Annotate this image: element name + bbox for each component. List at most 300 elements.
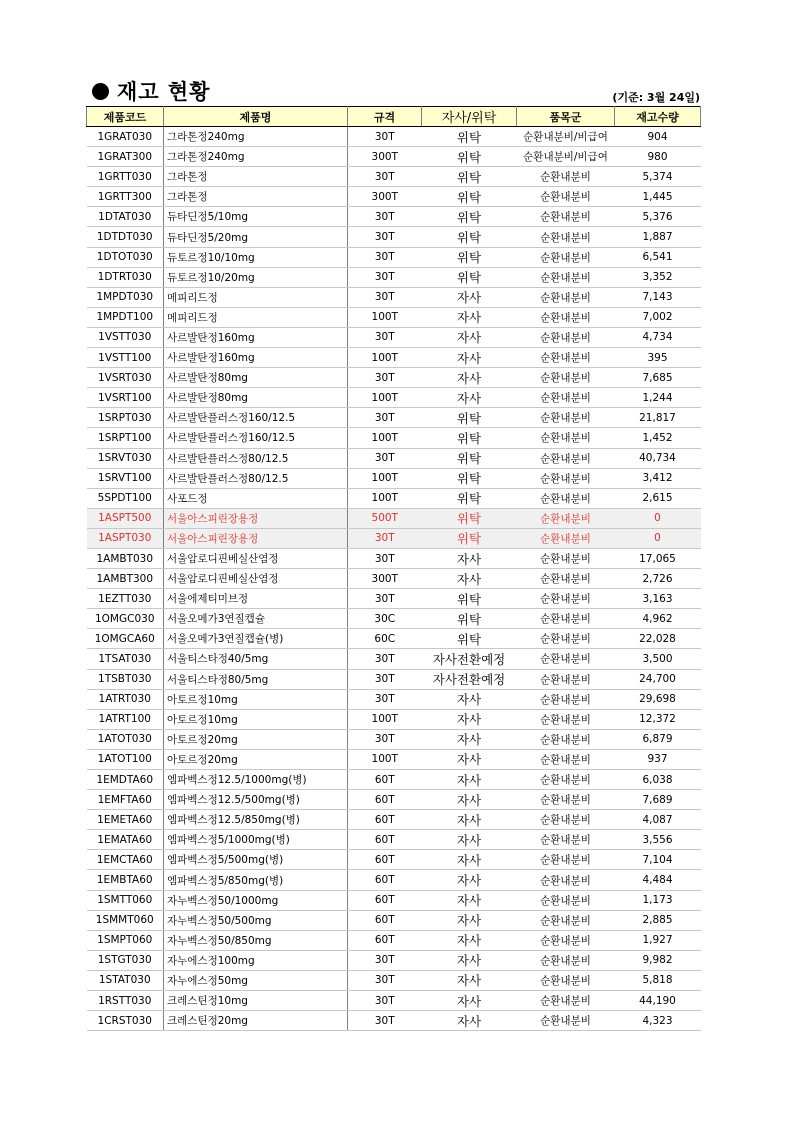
header-spec: 규격 xyxy=(348,107,422,127)
qty-cell: 1,887 xyxy=(615,227,701,247)
code-cell: 5SPDT100 xyxy=(87,488,164,508)
name-cell: 사르발탄정80mg xyxy=(164,368,348,388)
spec-cell: 30T xyxy=(348,589,422,609)
table-row xyxy=(87,830,701,850)
group-cell: 순환내분비 xyxy=(517,468,615,488)
group-cell: 순환내분비 xyxy=(517,589,615,609)
name-cell: 듀토르정10/10mg xyxy=(164,247,348,267)
name-cell: 크레스틴정10mg xyxy=(164,991,348,1011)
type-cell: 자사 xyxy=(422,770,517,790)
group-cell: 순환내분비 xyxy=(517,247,615,267)
qty-cell: 1,173 xyxy=(615,890,701,910)
name-cell: 그라톤정 xyxy=(164,187,348,207)
table-row xyxy=(87,528,701,548)
table-row xyxy=(87,910,701,930)
spec-cell: 100T xyxy=(348,749,422,769)
name-cell: 서울티스타정80/5mg xyxy=(164,669,348,689)
type-cell: 자사 xyxy=(422,388,517,408)
group-cell: 순환내분비 xyxy=(517,307,615,327)
type-cell: 위탁 xyxy=(422,488,517,508)
spec-cell: 100T xyxy=(348,428,422,448)
code-cell: 1ATRT100 xyxy=(87,709,164,729)
group-cell: 순환내분비 xyxy=(517,729,615,749)
table-row xyxy=(87,649,701,669)
spec-cell: 30T xyxy=(348,548,422,568)
group-cell: 순환내분비 xyxy=(517,609,615,629)
name-cell: 엠파벡스정12.5/500mg(병) xyxy=(164,790,348,810)
table-row xyxy=(87,448,701,468)
code-cell: 1OMGCA60 xyxy=(87,629,164,649)
spec-cell: 300T xyxy=(348,147,422,167)
code-cell: 1GRAT030 xyxy=(87,127,164,147)
name-cell: 사르발탄플러스정160/12.5 xyxy=(164,408,348,428)
code-cell: 1VSRT100 xyxy=(87,388,164,408)
name-cell: 서울아스피린장용정 xyxy=(164,508,348,528)
table-row xyxy=(87,548,701,568)
name-cell: 자누에스정100mg xyxy=(164,950,348,970)
table-row xyxy=(87,709,701,729)
code-cell: 1SMMT060 xyxy=(87,910,164,930)
spec-cell: 60T xyxy=(348,930,422,950)
qty-cell: 5,818 xyxy=(615,970,701,990)
spec-cell: 60T xyxy=(348,810,422,830)
qty-cell: 4,323 xyxy=(615,1011,701,1031)
group-cell: 순환내분비 xyxy=(517,327,615,347)
name-cell: 아토르정10mg xyxy=(164,709,348,729)
qty-cell: 3,556 xyxy=(615,830,701,850)
code-cell: 1GRTT300 xyxy=(87,187,164,207)
code-cell: 1ATOT100 xyxy=(87,749,164,769)
qty-cell: 4,484 xyxy=(615,870,701,890)
code-cell: 1ATRT030 xyxy=(87,689,164,709)
qty-cell: 7,685 xyxy=(615,368,701,388)
name-cell: 서울아스피린장용정 xyxy=(164,528,348,548)
type-cell: 위탁 xyxy=(422,207,517,227)
group-cell: 순환내분비 xyxy=(517,508,615,528)
qty-cell: 2,726 xyxy=(615,569,701,589)
type-cell: 자사 xyxy=(422,890,517,910)
code-cell: 1OMGC030 xyxy=(87,609,164,629)
code-cell: 1MPDT030 xyxy=(87,287,164,307)
name-cell: 서울티스타정40/5mg xyxy=(164,649,348,669)
name-cell: 자누에스정50mg xyxy=(164,970,348,990)
table-row xyxy=(87,991,701,1011)
type-cell: 자사 xyxy=(422,749,517,769)
name-cell: 사르발탄플러스정160/12.5 xyxy=(164,428,348,448)
header-name: 제품명 xyxy=(164,107,348,127)
spec-cell: 60T xyxy=(348,850,422,870)
qty-cell: 3,500 xyxy=(615,649,701,669)
group-cell: 순환내분비 xyxy=(517,669,615,689)
qty-cell: 7,104 xyxy=(615,850,701,870)
type-cell: 자사 xyxy=(422,790,517,810)
name-cell: 사르발탄플러스정80/12.5 xyxy=(164,448,348,468)
group-cell: 순환내분비 xyxy=(517,167,615,187)
code-cell: 1SRVT030 xyxy=(87,448,164,468)
qty-cell: 12,372 xyxy=(615,709,701,729)
group-cell: 순환내분비 xyxy=(517,368,615,388)
table-row xyxy=(87,468,701,488)
spec-cell: 30T xyxy=(348,167,422,187)
table-row xyxy=(87,569,701,589)
spec-cell: 500T xyxy=(348,508,422,528)
name-cell: 자누벡스정50/1000mg xyxy=(164,890,348,910)
title-row xyxy=(92,76,700,104)
code-cell: 1VSTT100 xyxy=(87,348,164,368)
table-row xyxy=(87,508,701,528)
spec-cell: 30T xyxy=(348,127,422,147)
type-cell: 위탁 xyxy=(422,187,517,207)
code-cell: 1CRST030 xyxy=(87,1011,164,1031)
name-cell: 메피리드정 xyxy=(164,307,348,327)
type-cell: 위탁 xyxy=(422,448,517,468)
group-cell: 순환내분비 xyxy=(517,830,615,850)
spec-cell: 60T xyxy=(348,770,422,790)
code-cell: 1RSTT030 xyxy=(87,991,164,1011)
name-cell: 듀토르정10/20mg xyxy=(164,267,348,287)
spec-cell: 30C xyxy=(348,609,422,629)
type-cell: 자사 xyxy=(422,991,517,1011)
spec-cell: 30T xyxy=(348,448,422,468)
group-cell: 순환내분비 xyxy=(517,910,615,930)
code-cell: 1EMFTA60 xyxy=(87,790,164,810)
group-cell: 순환내분비 xyxy=(517,991,615,1011)
qty-cell: 1,445 xyxy=(615,187,701,207)
table-row xyxy=(87,930,701,950)
code-cell: 1DTOT030 xyxy=(87,247,164,267)
page-title-text: 재고 현황 xyxy=(117,80,211,104)
spec-cell: 30T xyxy=(348,267,422,287)
spec-cell: 60T xyxy=(348,870,422,890)
type-cell: 자사 xyxy=(422,548,517,568)
type-cell: 자사 xyxy=(422,348,517,368)
group-cell: 순환내분비 xyxy=(517,870,615,890)
qty-cell: 2,885 xyxy=(615,910,701,930)
type-cell: 위탁 xyxy=(422,247,517,267)
table-row xyxy=(87,187,701,207)
spec-cell: 30T xyxy=(348,247,422,267)
type-cell: 자사 xyxy=(422,970,517,990)
type-cell: 자사 xyxy=(422,569,517,589)
spec-cell: 300T xyxy=(348,569,422,589)
code-cell: 1VSRT030 xyxy=(87,368,164,388)
name-cell: 엠파벡스정12.5/850mg(병) xyxy=(164,810,348,830)
group-cell: 순환내분비 xyxy=(517,408,615,428)
code-cell: 1STGT030 xyxy=(87,950,164,970)
name-cell: 엠파벡스정12.5/1000mg(병) xyxy=(164,770,348,790)
table-row xyxy=(87,870,701,890)
name-cell: 아토르정20mg xyxy=(164,749,348,769)
spec-cell: 30T xyxy=(348,1011,422,1031)
code-cell: 1ASPT030 xyxy=(87,528,164,548)
type-cell: 자사전환예정 xyxy=(422,669,517,689)
table-row xyxy=(87,950,701,970)
qty-cell: 5,374 xyxy=(615,167,701,187)
type-cell: 자사 xyxy=(422,830,517,850)
qty-cell: 937 xyxy=(615,749,701,769)
table-row xyxy=(87,147,701,167)
table-row xyxy=(87,810,701,830)
type-cell: 자사 xyxy=(422,810,517,830)
code-cell: 1GRTT030 xyxy=(87,167,164,187)
table-row xyxy=(87,207,701,227)
code-cell: 1SMTT060 xyxy=(87,890,164,910)
type-cell: 위탁 xyxy=(422,267,517,287)
type-cell: 위탁 xyxy=(422,508,517,528)
group-cell: 순환내분비 xyxy=(517,187,615,207)
qty-cell: 1,452 xyxy=(615,428,701,448)
name-cell: 그라톤정240mg xyxy=(164,147,348,167)
table-row xyxy=(87,307,701,327)
group-cell: 순환내분비 xyxy=(517,649,615,669)
code-cell: 1EMETA60 xyxy=(87,810,164,830)
group-cell: 순환내분비 xyxy=(517,890,615,910)
type-cell: 위탁 xyxy=(422,589,517,609)
qty-cell: 7,143 xyxy=(615,287,701,307)
code-cell: 1SRPT100 xyxy=(87,428,164,448)
name-cell: 엠파벡스정5/850mg(병) xyxy=(164,870,348,890)
group-cell: 순환내분비 xyxy=(517,388,615,408)
group-cell: 순환내분비 xyxy=(517,1011,615,1031)
table-row xyxy=(87,689,701,709)
group-cell: 순환내분비 xyxy=(517,689,615,709)
qty-cell: 6,038 xyxy=(615,770,701,790)
inventory-table xyxy=(86,106,701,1031)
code-cell: 1STAT030 xyxy=(87,970,164,990)
code-cell: 1GRAT300 xyxy=(87,147,164,167)
header-qty: 재고수량 xyxy=(615,107,701,127)
table-row xyxy=(87,167,701,187)
type-cell: 자사 xyxy=(422,368,517,388)
spec-cell: 30T xyxy=(348,528,422,548)
code-cell: 1SRPT030 xyxy=(87,408,164,428)
type-cell: 위탁 xyxy=(422,167,517,187)
type-cell: 자사 xyxy=(422,1011,517,1031)
spec-cell: 30T xyxy=(348,729,422,749)
code-cell: 1DTDT030 xyxy=(87,227,164,247)
group-cell: 순환내분비 xyxy=(517,810,615,830)
basis-date: (기준: 3월 24일) xyxy=(612,91,700,104)
group-cell: 순환내분비 xyxy=(517,428,615,448)
type-cell: 위탁 xyxy=(422,428,517,448)
name-cell: 엠파벡스정5/1000mg(병) xyxy=(164,830,348,850)
spec-cell: 30T xyxy=(348,227,422,247)
type-cell: 위탁 xyxy=(422,629,517,649)
qty-cell: 21,817 xyxy=(615,408,701,428)
qty-cell: 9,982 xyxy=(615,950,701,970)
type-cell: 자사 xyxy=(422,287,517,307)
table-row xyxy=(87,287,701,307)
type-cell: 자사 xyxy=(422,729,517,749)
spec-cell: 30T xyxy=(348,287,422,307)
name-cell: 서울에제티미브정 xyxy=(164,589,348,609)
type-cell: 자사 xyxy=(422,709,517,729)
name-cell: 그라톤정 xyxy=(164,167,348,187)
name-cell: 듀타딘정5/20mg xyxy=(164,227,348,247)
spec-cell: 30T xyxy=(348,689,422,709)
qty-cell: 4,734 xyxy=(615,327,701,347)
spec-cell: 100T xyxy=(348,388,422,408)
code-cell: 1VSTT030 xyxy=(87,327,164,347)
group-cell: 순환내분비 xyxy=(517,348,615,368)
name-cell: 사포드정 xyxy=(164,488,348,508)
code-cell: 1DTAT030 xyxy=(87,207,164,227)
qty-cell: 17,065 xyxy=(615,548,701,568)
spec-cell: 30T xyxy=(348,408,422,428)
table-row xyxy=(87,368,701,388)
header-group: 품목군 xyxy=(517,107,615,127)
spec-cell: 30T xyxy=(348,327,422,347)
spec-cell: 30T xyxy=(348,207,422,227)
group-cell: 순환내분비 xyxy=(517,227,615,247)
name-cell: 서울오메가3연질캡슐(병) xyxy=(164,629,348,649)
name-cell: 사르발탄플러스정80/12.5 xyxy=(164,468,348,488)
group-cell: 순환내분비 xyxy=(517,448,615,468)
page-title xyxy=(92,76,210,106)
group-cell: 순환내분비 xyxy=(517,790,615,810)
type-cell: 위탁 xyxy=(422,147,517,167)
table-row xyxy=(87,388,701,408)
table-body xyxy=(87,127,701,1031)
type-cell: 자사 xyxy=(422,850,517,870)
code-cell: 1EZTT030 xyxy=(87,589,164,609)
code-cell: 1AMBT030 xyxy=(87,548,164,568)
table-row xyxy=(87,327,701,347)
spec-cell: 300T xyxy=(348,187,422,207)
group-cell: 순환내분비 xyxy=(517,950,615,970)
name-cell: 자누벡스정50/850mg xyxy=(164,930,348,950)
qty-cell: 0 xyxy=(615,508,701,528)
type-cell: 위탁 xyxy=(422,127,517,147)
name-cell: 사르발탄정160mg xyxy=(164,327,348,347)
type-cell: 위탁 xyxy=(422,468,517,488)
qty-cell: 1,927 xyxy=(615,930,701,950)
spec-cell: 30T xyxy=(348,368,422,388)
group-cell: 순환내분비 xyxy=(517,970,615,990)
table-row xyxy=(87,428,701,448)
qty-cell: 7,689 xyxy=(615,790,701,810)
code-cell: 1EMATA60 xyxy=(87,830,164,850)
qty-cell: 5,376 xyxy=(615,207,701,227)
qty-cell: 44,190 xyxy=(615,991,701,1011)
header-code: 제품코드 xyxy=(87,107,164,127)
spec-cell: 60T xyxy=(348,910,422,930)
group-cell: 순환내분비 xyxy=(517,629,615,649)
qty-cell: 6,541 xyxy=(615,247,701,267)
group-cell: 순환내분비 xyxy=(517,528,615,548)
code-cell: 1TSAT030 xyxy=(87,649,164,669)
qty-cell: 6,879 xyxy=(615,729,701,749)
table-row xyxy=(87,348,701,368)
table-row xyxy=(87,609,701,629)
name-cell: 사르발탄정160mg xyxy=(164,348,348,368)
qty-cell: 29,698 xyxy=(615,689,701,709)
name-cell: 엠파벡스정5/500mg(병) xyxy=(164,850,348,870)
table-row xyxy=(87,729,701,749)
table-row xyxy=(87,1011,701,1031)
spec-cell: 60C xyxy=(348,629,422,649)
qty-cell: 4,962 xyxy=(615,609,701,629)
name-cell: 크레스틴정20mg xyxy=(164,1011,348,1031)
name-cell: 그라톤정240mg xyxy=(164,127,348,147)
name-cell: 자누벡스정50/500mg xyxy=(164,910,348,930)
table-row xyxy=(87,589,701,609)
qty-cell: 1,244 xyxy=(615,388,701,408)
code-cell: 1MPDT100 xyxy=(87,307,164,327)
qty-cell: 3,352 xyxy=(615,267,701,287)
qty-cell: 24,700 xyxy=(615,669,701,689)
group-cell: 순환내분비 xyxy=(517,287,615,307)
table-row xyxy=(87,970,701,990)
type-cell: 자사 xyxy=(422,327,517,347)
bullet-icon xyxy=(92,83,109,100)
qty-cell: 2,615 xyxy=(615,488,701,508)
spec-cell: 100T xyxy=(348,307,422,327)
type-cell: 위탁 xyxy=(422,227,517,247)
spec-cell: 60T xyxy=(348,890,422,910)
spec-cell: 100T xyxy=(348,488,422,508)
table-row xyxy=(87,850,701,870)
group-cell: 순환내분비 xyxy=(517,548,615,568)
group-cell: 순환내분비/비급여 xyxy=(517,127,615,147)
type-cell: 자사 xyxy=(422,910,517,930)
spec-cell: 30T xyxy=(348,649,422,669)
table-row xyxy=(87,247,701,267)
spec-cell: 30T xyxy=(348,991,422,1011)
table-row xyxy=(87,408,701,428)
type-cell: 자사 xyxy=(422,930,517,950)
spec-cell: 30T xyxy=(348,950,422,970)
group-cell: 순환내분비/비급여 xyxy=(517,147,615,167)
group-cell: 순환내분비 xyxy=(517,709,615,729)
name-cell: 메피리드정 xyxy=(164,287,348,307)
table-row xyxy=(87,227,701,247)
spec-cell: 60T xyxy=(348,790,422,810)
type-cell: 자사 xyxy=(422,870,517,890)
table-row xyxy=(87,669,701,689)
code-cell: 1SMPT060 xyxy=(87,930,164,950)
qty-cell: 395 xyxy=(615,348,701,368)
type-cell: 자사 xyxy=(422,950,517,970)
code-cell: 1SRVT100 xyxy=(87,468,164,488)
qty-cell: 0 xyxy=(615,528,701,548)
name-cell: 서울암로디핀베실산염정 xyxy=(164,569,348,589)
type-cell: 자사 xyxy=(422,307,517,327)
table-row xyxy=(87,127,701,147)
table-row xyxy=(87,749,701,769)
group-cell: 순환내분비 xyxy=(517,488,615,508)
table-row xyxy=(87,488,701,508)
group-cell: 순환내분비 xyxy=(517,930,615,950)
code-cell: 1AMBT300 xyxy=(87,569,164,589)
header-type: 자사/위탁 xyxy=(422,107,517,127)
type-cell: 자사 xyxy=(422,689,517,709)
type-cell: 자사전환예정 xyxy=(422,649,517,669)
name-cell: 서울오메가3연질캡슐 xyxy=(164,609,348,629)
code-cell: 1EMDTA60 xyxy=(87,770,164,790)
spec-cell: 100T xyxy=(348,468,422,488)
qty-cell: 4,087 xyxy=(615,810,701,830)
group-cell: 순환내분비 xyxy=(517,267,615,287)
qty-cell: 3,412 xyxy=(615,468,701,488)
type-cell: 위탁 xyxy=(422,408,517,428)
qty-cell: 904 xyxy=(615,127,701,147)
group-cell: 순환내분비 xyxy=(517,207,615,227)
spec-cell: 30T xyxy=(348,970,422,990)
qty-cell: 22,028 xyxy=(615,629,701,649)
qty-cell: 40,734 xyxy=(615,448,701,468)
name-cell: 아토르정10mg xyxy=(164,689,348,709)
